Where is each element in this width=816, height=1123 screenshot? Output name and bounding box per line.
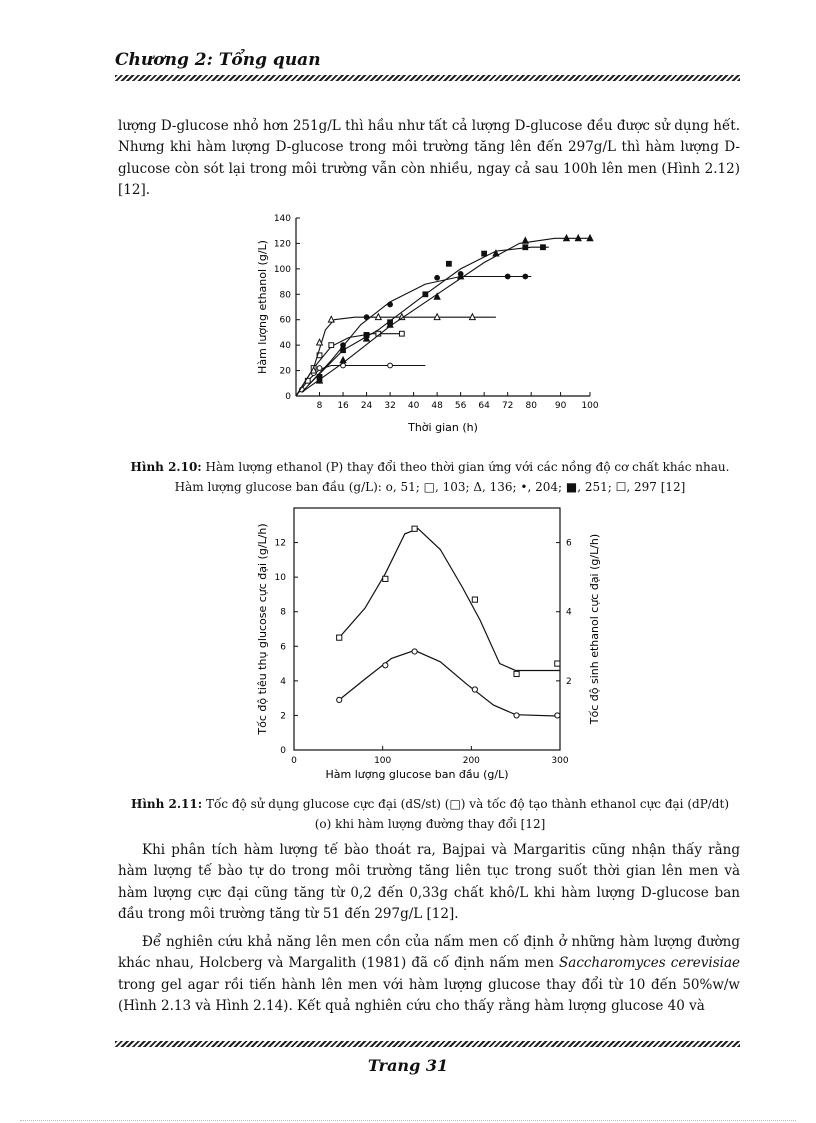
y-tick-label: 2 — [280, 711, 286, 722]
y-tick-label: 12 — [274, 538, 286, 549]
y-tick-label: 80 — [279, 290, 291, 301]
series-line — [296, 317, 496, 396]
x-tick-label: 32 — [384, 401, 396, 411]
x-tick-label: 100 — [581, 401, 599, 411]
y-tick-label: 40 — [279, 341, 291, 352]
x-tick-label: 8 — [316, 401, 323, 411]
chapter-header: Chương 2: Tổng quan — [115, 50, 321, 70]
caption-line-2: (o) khi hàm lượng đường thay đổi [12] — [314, 817, 546, 831]
data-point — [388, 302, 393, 307]
data-point — [337, 697, 342, 702]
x-tick-label: 24 — [360, 401, 373, 411]
y-right-tick-label: 2 — [566, 676, 572, 687]
y-tick-label: 20 — [279, 366, 291, 377]
species-name: Saccharomyces cerevisiae — [559, 955, 740, 972]
y-tick-label: 60 — [279, 315, 291, 326]
y-tick-label: 0 — [280, 746, 286, 756]
data-point — [341, 348, 346, 353]
page-number — [0, 1056, 816, 1075]
data-point — [337, 635, 342, 640]
x-axis-title: Thời gian (h) — [408, 421, 478, 434]
bottom-dotted-line — [20, 1120, 796, 1121]
paragraph-1: lượng D-glucose nhỏ hơn 251g/L thì hầu như tất cả lượng D-glucose đều được sử dụng hết. Nhưng khi hàm lượng D-glucose trong môi trường tăng lên đến 297g/L thì hàm lượng D-glucose còn sót lại trong môi trường vẫn còn nhiều, ngay cả sau 100h lên men (Hình 2.12) [12]. — [118, 118, 740, 199]
x-tick-label: 200 — [462, 756, 480, 766]
x-tick-label: 80 — [525, 401, 537, 411]
data-point — [523, 274, 528, 279]
data-point — [388, 363, 393, 368]
caption-label: Hình 2.10: — [130, 460, 202, 474]
data-point — [472, 687, 477, 692]
data-point — [340, 357, 346, 363]
y-right-tick-label: 4 — [566, 607, 572, 618]
data-point — [412, 649, 417, 654]
data-point — [399, 331, 404, 336]
paragraph-3-part-b: trong gel agar rồi tiến hành lên men với hàm lượng glucose thay đổi từ 10 đến 50%w/w (Hình 2.13 và Hình 2.14). Kết quả nghiên cứu cho thấy rằng hàm lượng glucose 40 và — [118, 976, 740, 1015]
x-tick-label: 300 — [551, 756, 569, 766]
series-line — [296, 334, 402, 396]
plot-frame — [294, 508, 560, 750]
data-point — [482, 251, 487, 256]
data-point — [505, 274, 510, 279]
data-point — [514, 671, 519, 676]
data-point — [514, 713, 519, 718]
caption-line-1: Hàm lượng ethanol (P) thay đổi theo thời gian ứng với các nồng độ cơ chất khác nhau. — [201, 460, 730, 474]
x-tick-label: 16 — [337, 401, 349, 411]
caption-label: Hình 2.11: — [130, 797, 203, 811]
x-tick-label: 0 — [291, 756, 297, 766]
data-point — [341, 343, 346, 348]
page-number-text: Trang 31 — [367, 1056, 449, 1075]
data-point — [434, 293, 440, 299]
header-rule — [115, 75, 740, 81]
figure-2-11-chart — [0, 500, 816, 790]
data-point — [435, 275, 440, 280]
data-point — [329, 343, 334, 348]
paragraph-3 — [118, 932, 740, 1018]
data-point — [523, 245, 528, 250]
x-tick-label: 72 — [501, 401, 514, 411]
x-axis-title: Hàm lượng glucose ban đầu (g/L) — [325, 768, 509, 781]
figure-2-10-chart — [0, 204, 816, 464]
caption-line-1: Tốc độ sử dụng glucose cực đại (dS/st) (□) và tốc độ tạo thành ethanol cực đại (dP/dt) — [202, 797, 729, 811]
y-tick-label: 10 — [274, 573, 286, 584]
y-tick-label: 8 — [280, 607, 286, 618]
y-tick-label: 140 — [273, 214, 291, 224]
data-point — [555, 661, 560, 666]
y-tick-label: 0 — [285, 392, 291, 402]
y-axis-title: Hàm lượng ethanol (g/L) — [256, 240, 269, 374]
data-point — [364, 315, 369, 320]
figure-2-11-caption — [100, 794, 760, 834]
y-tick-label: 100 — [273, 264, 291, 275]
x-tick-label: 64 — [478, 401, 490, 411]
data-point — [522, 237, 528, 243]
series-line — [302, 277, 531, 393]
x-tick-label: 40 — [407, 401, 420, 411]
y-tick-label: 6 — [280, 642, 286, 653]
figure-2-10-caption — [100, 457, 760, 497]
data-point — [423, 292, 428, 297]
data-point — [555, 713, 560, 718]
data-point — [472, 597, 477, 602]
x-tick-label: 90 — [554, 401, 567, 411]
data-point — [317, 366, 322, 371]
data-point — [412, 526, 417, 531]
y-right-tick-label: 6 — [566, 538, 572, 549]
x-tick-label: 100 — [374, 756, 392, 766]
data-point — [383, 663, 388, 668]
paragraph-2: Khi phân tích hàm lượng tế bào thoát ra, Bajpai và Margaritis cũng nhận thấy rằng hàm lượng tế bào tự do trong môi trường tăng liên tục trong suốt thời gian lên men và hàm lượng cực đại cũng tăng từ 0,2 đến 0,33g chất khô/L khi hàm lượng D-glucose ban đầu trong môi trường tăng từ 51 đến 297g/L [12]. — [118, 842, 740, 923]
y-tick-label: 4 — [280, 676, 286, 687]
data-point — [328, 316, 334, 322]
series-line — [339, 650, 560, 716]
x-tick-label: 48 — [431, 401, 443, 411]
y-right-axis-title: Tốc độ sinh ethanol cực đại (g/L/h) — [588, 533, 601, 725]
x-tick-label: 56 — [454, 401, 467, 411]
data-point — [383, 576, 388, 581]
series-line — [339, 529, 560, 671]
footer-rule — [115, 1041, 740, 1047]
series-line — [302, 238, 590, 392]
data-point — [541, 245, 546, 250]
caption-line-2: Hàm lượng glucose ban đầu (g/L): o, 51; □, 103; Δ, 136; •, 204; ■, 251; ☐, 297 [12] — [174, 480, 686, 494]
paragraph-3-part-a: Để nghiên cứu khả năng lên men cồn của nấm men cố định ở những hàm lượng đường khác nhau, Holcberg và Margalith (1981) đã cố định nấm men — [118, 934, 740, 972]
y-axis-title: Tốc độ tiêu thụ glucose cực đại (g/L/h) — [256, 523, 269, 735]
y-tick-label: 120 — [273, 239, 291, 250]
data-point — [446, 261, 451, 266]
